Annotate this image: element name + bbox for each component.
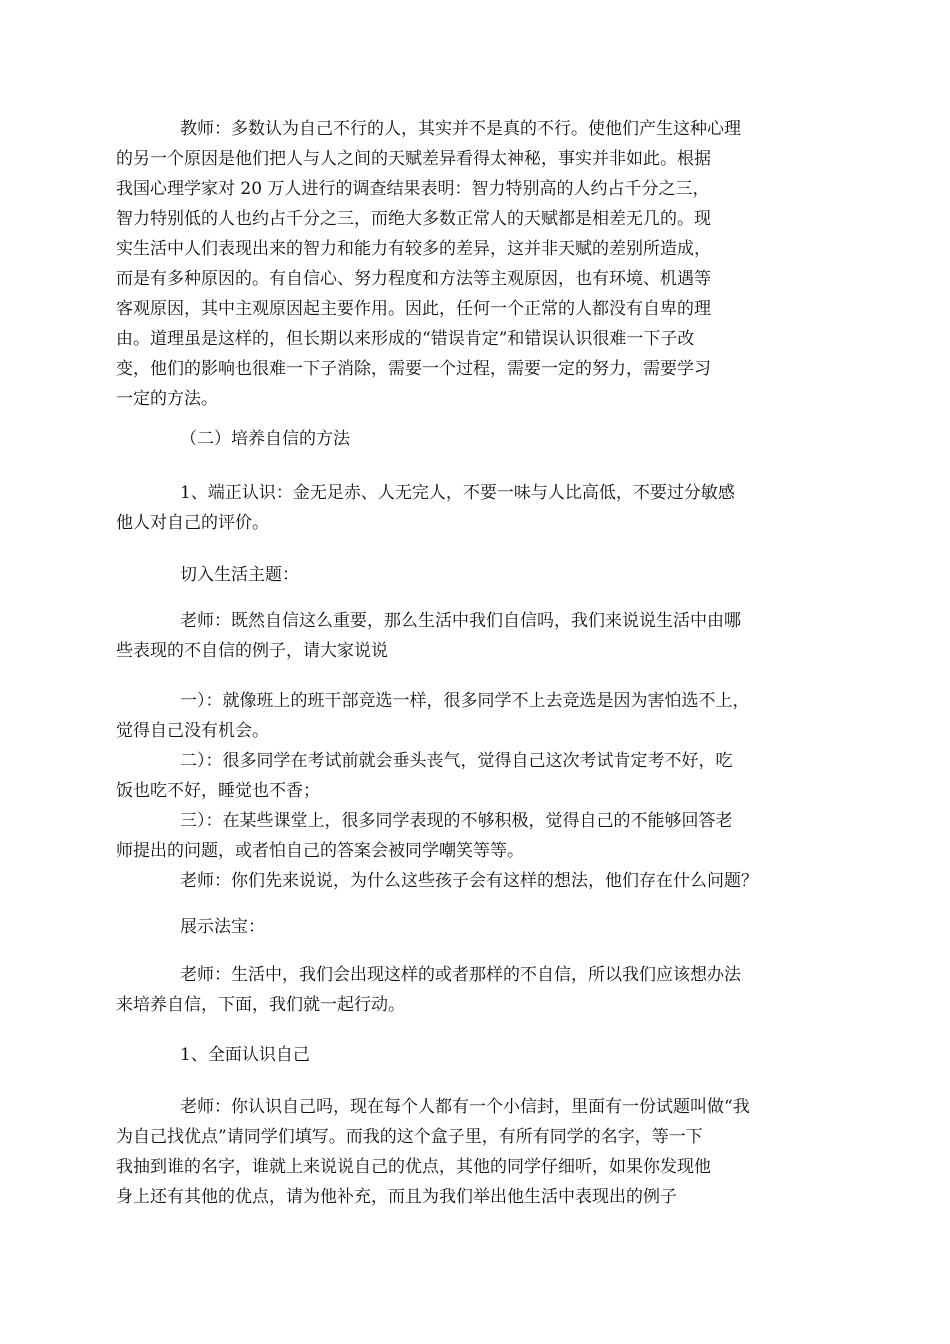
text-line: 觉得自己没有机会。 [116, 721, 269, 741]
paragraph-know-yourself [116, 1092, 806, 1212]
text-line: 老师：既然自信这么重要，那么生活中我们自信吗，我们来说说生活中由哪 [180, 611, 741, 631]
text-line: 展示法宝： [180, 917, 265, 937]
text-line: 一）：就像班上的班干部竞选一样，很多同学不上去竞选是因为害怕选不上， [180, 691, 750, 711]
text-line: 一定的方法。 [116, 389, 218, 409]
paragraph-correct-understanding [116, 478, 806, 538]
text-line: 切入生活主题： [180, 565, 299, 585]
paragraph-teacher-question [116, 606, 806, 666]
text-line: 老师：生活中，我们会出现这样的或者那样的不自信，所以我们应该想办法 [180, 965, 741, 985]
text-line: 智力特别低的人也约占千分之三，而绝大多数正常人的天赋都是相差无几的。现 [116, 209, 711, 229]
text-line: 1、全面认识自己 [180, 1045, 310, 1065]
text-line: 饭也吃不好，睡觉也不香； [116, 781, 320, 801]
text-line: 教师：多数认为自己不行的人，其实并不是真的不行。使他们产生这种心理 [180, 119, 741, 139]
text-line: 1、端正认识：金无足赤、人无完人，不要一味与人比高低，不要过分敏感 [180, 483, 735, 503]
paragraph-teacher-explanation [116, 114, 806, 414]
section-heading [116, 424, 806, 454]
paragraph-life-topic [116, 560, 806, 590]
text-line: 些表现的不自信的例子，请大家说说 [116, 641, 388, 661]
text-line: 老师：你认识自己吗，现在每个人都有一个小信封，里面有一份试题叫做“我 [180, 1097, 750, 1117]
paragraph-show-method [116, 912, 806, 942]
text-line: 由。道理虽是这样的，但长期以来形成的“错误肯定”和错误认识很难一下子改 [116, 329, 695, 349]
text-line: 三）：在某些课堂上，很多同学表现的不够积极，觉得自己的不能够回答老 [180, 811, 733, 831]
text-line: 师提出的问题，或者怕自己的答案会被同学嘲笑等等。 [116, 841, 524, 861]
text-line: 客观原因，其中主观原因起主要作用。因此，任何一个正常的人都没有自卑的理 [116, 299, 711, 319]
text-line: 二）：很多同学在考试前就会垂头丧气，觉得自己这次考试肯定考不好，吃 [180, 751, 733, 771]
paragraph-teacher-action [116, 960, 806, 1020]
text-line: 变，他们的影响也很难一下子消除，需要一个过程，需要一定的努力，需要学习 [116, 359, 711, 379]
text-line: 他人对自己的评价。 [116, 513, 269, 533]
text-line: 身上还有其他的优点，请为他补充，而且为我们举出他生活中表现出的例子 [116, 1187, 677, 1207]
text-line: 来培养自信，下面，我们就一起行动。 [116, 995, 405, 1015]
text-line: 的另一个原因是他们把人与人之间的天赋差异看得太神秘，事实并非如此。根据 [116, 149, 711, 169]
text-line: 为自己找优点”请同学们填写。而我的这个盒子里，有所有同学的名字，等一下 [116, 1127, 703, 1147]
text-line: 我国心理学家对 20 万人进行的调查结果表明：智力特别高的人约占千分之三， [116, 179, 710, 199]
text-line: 老师：你们先来说说，为什么这些孩子会有这样的想法，他们存在什么问题？ [180, 871, 758, 891]
text-line: 而是有多种原因的。有自信心、努力程度和方法等主观原因，也有环境、机遇等 [116, 269, 711, 289]
text-line: 我抽到谁的名字，谁就上来说说自己的优点，其他的同学仔细听，如果你发现他 [116, 1157, 711, 1177]
text-line: 实生活中人们表现出来的智力和能力有较多的差异，这并非天赋的差别所造成， [116, 239, 711, 259]
text-line: （二）培养自信的方法 [180, 429, 350, 449]
example-list [116, 686, 806, 896]
subsection-heading [116, 1040, 806, 1070]
